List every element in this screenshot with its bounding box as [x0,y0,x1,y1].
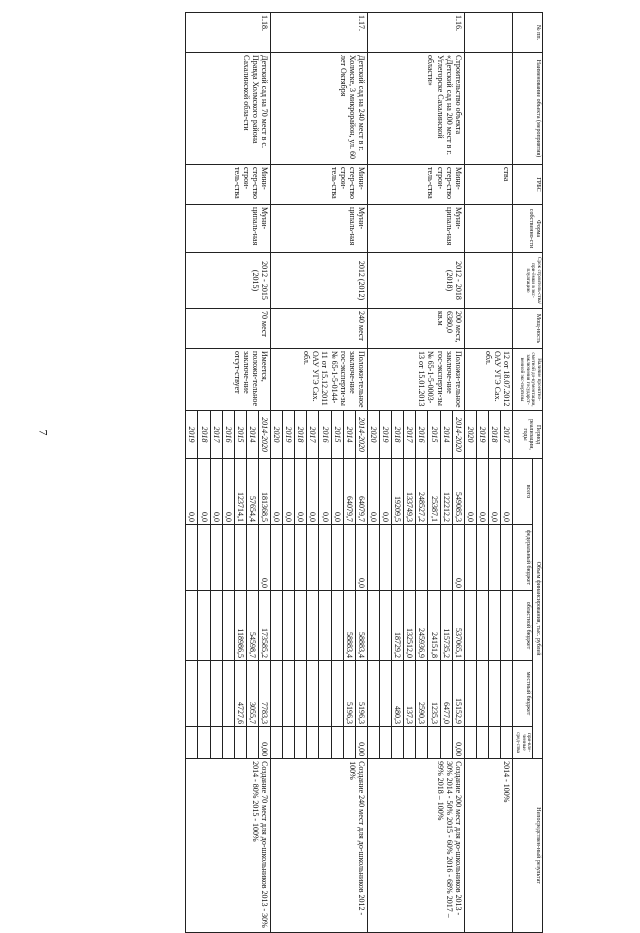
table-row [501,13,513,933]
regional-cell [489,591,501,661]
local-cell: 6477,0 [440,661,452,727]
extra-cell [501,727,513,759]
federal-cell: 0,0 [452,525,464,591]
table-row [355,13,367,933]
local-cell: 4727,6 [234,661,246,727]
total-cell: 64079,7 [343,459,355,525]
federal-cell [186,525,198,591]
header-docs: Наличие проектно-сметной до-кументации, заключения государст-венной экс-пертизы [513,349,543,411]
year-cell: 2019 [476,411,488,459]
capacity-cell [464,309,512,349]
federal-cell [198,525,210,591]
local-cell: 137,3 [404,661,416,727]
name-cell: Детский сад на 70 мест в с. Правда Холмского района Сахалинской обла-сти [186,53,271,165]
num-cell: 1.16. [367,13,464,53]
year-cell: 2015 [428,411,440,459]
local-cell [198,661,210,727]
capacity-cell: 240 мест [271,309,368,349]
name-cell [464,53,512,165]
federal-cell [307,525,319,591]
header-name: Наименование объекта (мероприятия) [513,53,543,165]
year-cell: 2018 [198,411,210,459]
local-cell [186,661,198,727]
federal-cell [343,525,355,591]
header-period: Период реализации, годы [513,411,543,459]
grbs-cell: Мини-стер-ство строи-тель-ства [271,165,368,205]
ownership-cell: Муни-ципаль-ная [271,205,368,253]
extra-cell [392,727,404,759]
federal-cell [234,525,246,591]
total-cell: 19209,5 [392,459,404,525]
regional-cell: 18729,2 [392,591,404,661]
local-cell: 3055,7 [246,661,258,727]
total-cell: 0,0 [367,459,379,525]
regional-cell: 115735,2 [440,591,452,661]
extra-cell [331,727,343,759]
total-cell: 0,0 [489,459,501,525]
result-cell: Создание 70 мест для до-школьников 2013 - 30% 2014 - 80% 2015 - 100% [186,759,271,933]
docs-cell: Имеется, положи-тельное заключе-ние отсут-ствует [186,349,271,411]
total-cell: 0,0 [271,459,283,525]
result-cell: Создание 240 мест для до-школьников 2012 - 100% [271,759,368,933]
ownership-cell: Муни-ципаль-ная [186,205,271,253]
header-total: всего [513,459,533,525]
year-cell: 2017 [307,411,319,459]
extra-cell [343,727,355,759]
extra-cell [210,727,222,759]
federal-cell [246,525,258,591]
extra-cell [367,727,379,759]
year-cell: 2020 [464,411,476,459]
extra-cell [307,727,319,759]
total-cell: 64079,7 [355,459,367,525]
federal-cell [404,525,416,591]
docs-cell: 12 от 18.07.2012 ОАУ УГЭ Сах. обл. [464,349,512,411]
extra-cell [440,727,452,759]
regional-cell [476,591,488,661]
local-cell: 480,3 [392,661,404,727]
regional-cell: 24151,8 [428,591,440,661]
regional-cell: 537065,1 [452,591,464,661]
term-cell: 2012 - 2018 (2018) [367,253,464,309]
ownership-cell [464,205,512,253]
table-row [258,13,270,933]
year-cell: 2017 [210,411,222,459]
regional-cell: 54598,7 [246,591,258,661]
federal-cell [283,525,295,591]
total-cell: 0,0 [283,459,295,525]
name-cell: Детский сад на 240 мест в г. Холмске, 3 микрорайон, ул. 60 лет Октября [271,53,368,165]
local-cell [489,661,501,727]
local-cell [501,661,513,727]
header-regional: областной бюджет [513,591,533,661]
total-cell: 122212,2 [440,459,452,525]
extra-cell [271,727,283,759]
regional-cell [367,591,379,661]
total-cell: 0,0 [186,459,198,525]
year-cell: 2019 [380,411,392,459]
regional-cell: 118986,5 [234,591,246,661]
local-cell [331,661,343,727]
local-cell [210,661,222,727]
total-cell: 25387,1 [428,459,440,525]
federal-cell [367,525,379,591]
local-cell [476,661,488,727]
header-local: местный бюджет [513,661,533,727]
total-cell: 248527,2 [416,459,428,525]
total-cell: 0,0 [307,459,319,525]
extra-cell [234,727,246,759]
ownership-cell: Муни-ципаль-ная [367,205,464,253]
table-body [186,13,513,933]
local-cell [271,661,283,727]
local-cell [307,661,319,727]
federal-cell [295,525,307,591]
regional-cell [222,591,234,661]
total-cell: 0,0 [295,459,307,525]
regional-cell [464,591,476,661]
header-ownership: Форма собственно-сти [513,205,543,253]
header-term: Срок строитель-ства/при-ёмки в экс-плуатацию [513,253,543,309]
extra-cell: 0,00 [355,727,367,759]
regional-cell [198,591,210,661]
header-result: Непосредствен-ный результат [513,759,543,933]
year-cell: 2014-2020 [452,411,464,459]
local-cell [464,661,476,727]
result-cell: Создание 200 мест для до-школьников 2013 - 30% 2014 - 50% 2015 - 60% 2016 - 68% 2017 – 99% 2018 – 100% [367,759,464,933]
header-funding: Объем финансирования, тыс. рублей [533,459,543,759]
grbs-cell: ства [464,165,512,205]
local-cell: 2590,3 [416,661,428,727]
num-cell: 1.17. [271,13,368,53]
total-cell: 0,0 [198,459,210,525]
extra-cell: 0,00 [452,727,464,759]
regional-cell [186,591,198,661]
local-cell: 5196,3 [355,661,367,727]
regional-cell: 58883,4 [355,591,367,661]
num-cell: 1.18. [186,13,271,53]
regional-cell [380,591,392,661]
header-capacity: Мощ-ность [513,309,543,349]
num-cell [464,13,512,53]
total-cell: 0,0 [501,459,513,525]
page-number: 7 [36,429,51,436]
total-cell: 57654,4 [246,459,258,525]
extra-cell [476,727,488,759]
table-row [452,13,464,933]
total-cell: 0,0 [319,459,331,525]
year-cell: 2016 [319,411,331,459]
local-cell [380,661,392,727]
regional-cell: 245936,9 [416,591,428,661]
total-cell: 0,0 [464,459,476,525]
regional-cell [295,591,307,661]
total-cell: 181368,5 [258,459,270,525]
total-cell: 123714,1 [234,459,246,525]
extra-cell [186,727,198,759]
extra-cell [416,727,428,759]
federal-cell [222,525,234,591]
federal-cell [428,525,440,591]
regional-cell: 132512,0 [404,591,416,661]
total-cell: 0,0 [331,459,343,525]
local-cell [319,661,331,727]
docs-cell: Положи-тельное заключе-ние гос-эксперти-зы № 65-1-5-0144-11 от 15.12.2011 ОАУ УГЭ Сах. обл. [271,349,368,411]
extra-cell [428,727,440,759]
name-cell: Строительство объекта «Детский сад на 200 мест в г. Углегорске Сахалинской области» [367,53,464,165]
extra-cell [380,727,392,759]
capacity-cell: 70 мест [186,309,271,349]
rotated-table-wrapper [97,12,543,928]
federal-cell [440,525,452,591]
header-row [533,13,543,933]
year-cell: 2017 [404,411,416,459]
year-cell: 2019 [186,411,198,459]
federal-cell [464,525,476,591]
year-cell: 2019 [283,411,295,459]
federal-cell: 0,0 [258,525,270,591]
header-grbs: ГРБС [513,165,543,205]
header-num: № пп. [513,13,543,53]
result-cell: 2014 - 100% [464,759,512,933]
year-cell: 2014-2020 [355,411,367,459]
federal-cell [416,525,428,591]
federal-cell: 0,0 [355,525,367,591]
regional-cell: 58883,4 [343,591,355,661]
year-cell: 2014-2020 [258,411,270,459]
federal-cell [476,525,488,591]
local-cell [367,661,379,727]
federal-cell [489,525,501,591]
grbs-cell: Мини-стер-ство строи-тель-ства [367,165,464,205]
extra-cell [404,727,416,759]
local-cell: 5196,3 [343,661,355,727]
term-cell [464,253,512,309]
year-cell: 2016 [222,411,234,459]
term-cell: 2012 (2012) [271,253,368,309]
total-cell: 133749,3 [404,459,416,525]
local-cell [283,661,295,727]
year-cell: 2018 [489,411,501,459]
federal-cell [319,525,331,591]
extra-cell [295,727,307,759]
local-cell [222,661,234,727]
regional-cell [501,591,513,661]
year-cell: 2014 [440,411,452,459]
regional-cell [271,591,283,661]
year-cell: 2015 [234,411,246,459]
total-cell: 549085,3 [452,459,464,525]
federal-cell [392,525,404,591]
federal-cell [380,525,392,591]
header-federal: федеральный бюджет [513,525,533,591]
capacity-cell: 200 мест, 6380,0 кв.м [367,309,464,349]
extra-cell [464,727,476,759]
local-cell: 1235,3 [428,661,440,727]
header-extra: при-вле-ченные сред-ства [513,727,533,759]
extra-cell [198,727,210,759]
year-cell: 2015 [331,411,343,459]
total-cell: 0,0 [222,459,234,525]
year-cell: 2016 [416,411,428,459]
year-cell: 2020 [271,411,283,459]
year-cell: 2017 [501,411,513,459]
federal-cell [501,525,513,591]
term-cell: 2012 - 2015 (2015) [186,253,271,309]
total-cell: 0,0 [210,459,222,525]
docs-cell: Положи-тельное заключе-ние гос-эксперти-зы № 65-1-5-0003-13 от 15.01.2013 [367,349,464,411]
local-cell: 7783,3 [258,661,270,727]
year-cell: 2018 [392,411,404,459]
year-cell: 2020 [367,411,379,459]
local-cell: 15152,9 [452,661,464,727]
federal-cell [271,525,283,591]
extra-cell [319,727,331,759]
extra-cell [489,727,501,759]
regional-cell [331,591,343,661]
federal-cell [210,525,222,591]
regional-cell: 173585,2 [258,591,270,661]
regional-cell [210,591,222,661]
regional-cell [283,591,295,661]
regional-cell [319,591,331,661]
extra-cell [246,727,258,759]
regional-cell [307,591,319,661]
federal-cell [331,525,343,591]
local-cell [295,661,307,727]
funding-table [185,12,543,933]
extra-cell: 0,00 [258,727,270,759]
extra-cell [222,727,234,759]
total-cell: 0,0 [380,459,392,525]
grbs-cell: Мини-стер-ство строи-тель-ства [186,165,271,205]
extra-cell [283,727,295,759]
year-cell: 2014 [343,411,355,459]
total-cell: 0,0 [476,459,488,525]
year-cell: 2014 [246,411,258,459]
year-cell: 2018 [295,411,307,459]
